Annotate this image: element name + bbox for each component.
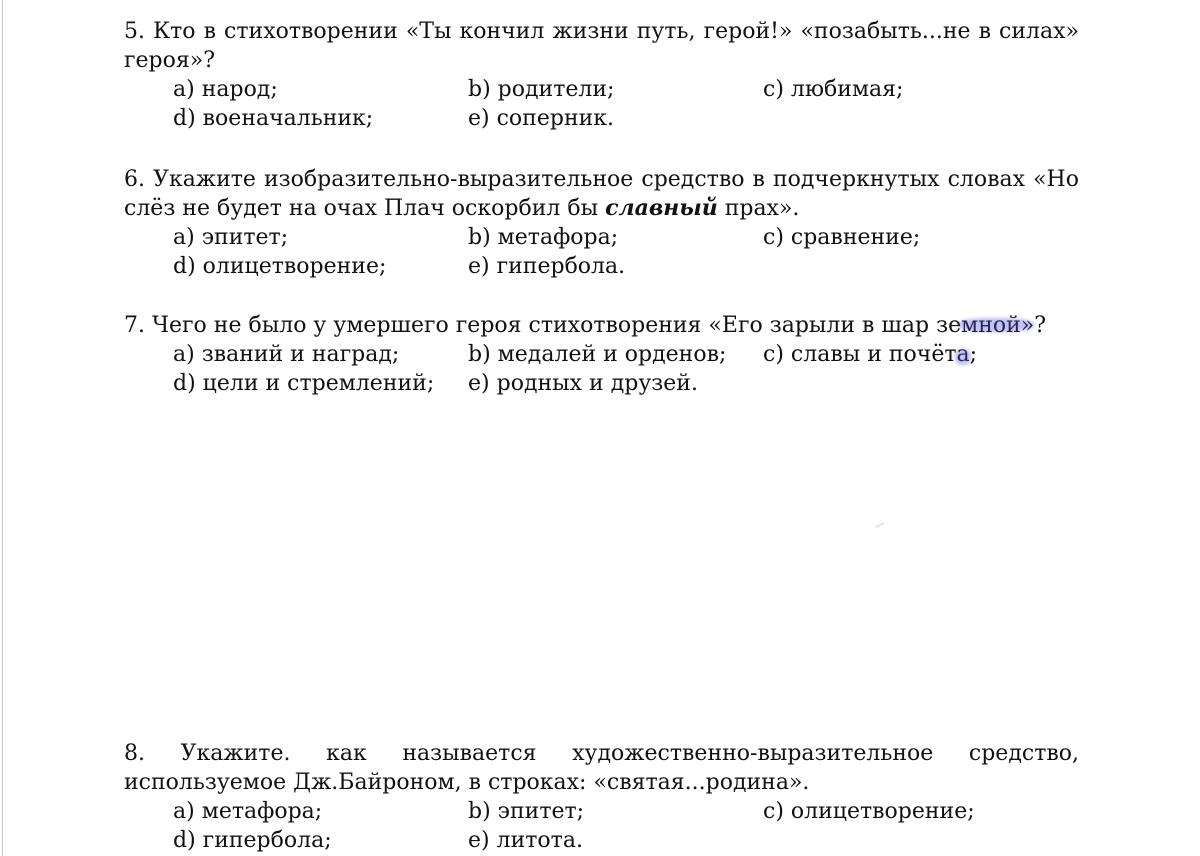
question-6-options bbox=[173, 223, 1079, 281]
pen-mark bbox=[958, 318, 1034, 332]
question-7-body: Чего не было у умершего героя стихотворения «Его зарыли в шар земной»? bbox=[152, 313, 1047, 338]
options-row bbox=[173, 340, 1079, 369]
option-d: d) олицетворение; bbox=[173, 254, 387, 279]
option-e: e) родных и друзей. bbox=[468, 371, 698, 396]
option-e: e) литота. bbox=[468, 828, 583, 853]
options-row bbox=[173, 223, 1079, 252]
question-7-options bbox=[173, 340, 1079, 398]
option-d: d) гипербола; bbox=[173, 828, 332, 853]
option-b: b) эпитет; bbox=[468, 799, 585, 824]
question-6-body-end: прах». bbox=[717, 196, 800, 221]
options-row bbox=[173, 797, 1079, 826]
option-d: d) военачальник; bbox=[173, 106, 374, 131]
question-7-number: 7. bbox=[124, 313, 145, 338]
question-6-body: Укажите изобразительно-выразительное средство в подчеркнутых словах «Но слёз не будет на очах Плач оскорбил бы bbox=[124, 167, 1079, 221]
question-8-text bbox=[124, 739, 1079, 797]
option-c: c) олицетворение; bbox=[763, 799, 975, 824]
option-c: c) славы и почёта; bbox=[763, 342, 978, 367]
question-5 bbox=[124, 17, 1079, 133]
options-row bbox=[173, 75, 1079, 104]
question-6-number: 6. bbox=[124, 167, 145, 192]
options-row bbox=[173, 826, 1079, 855]
options-row bbox=[173, 252, 1079, 281]
options-row bbox=[173, 369, 1079, 398]
question-7-text bbox=[124, 311, 1079, 340]
question-6 bbox=[124, 165, 1079, 281]
option-b: b) медалей и орденов; bbox=[468, 342, 727, 367]
option-d: d) цели и стремлений; bbox=[173, 371, 435, 396]
question-6-text bbox=[124, 165, 1079, 223]
question-5-number: 5. bbox=[124, 19, 145, 44]
option-c: c) сравнение; bbox=[763, 225, 921, 250]
question-8-number: 8. bbox=[124, 741, 145, 766]
option-b: b) метафора; bbox=[468, 225, 619, 250]
question-5-body: Кто в стихотворении «Ты кончил жизни путь, герой!» «позабыть...не в силах» героя»? bbox=[124, 19, 1079, 73]
question-7 bbox=[124, 311, 1079, 398]
option-b: b) родители; bbox=[468, 77, 615, 102]
option-a: a) эпитет; bbox=[173, 225, 289, 250]
option-e: e) соперник. bbox=[468, 106, 615, 131]
question-8-options bbox=[173, 797, 1079, 855]
question-5-text bbox=[124, 17, 1079, 75]
option-a: a) народ; bbox=[173, 77, 278, 102]
smudge bbox=[875, 522, 885, 528]
question-8 bbox=[124, 739, 1079, 855]
option-a: a) метафора; bbox=[173, 799, 323, 824]
pen-mark bbox=[955, 349, 971, 365]
question-5-options bbox=[173, 75, 1079, 133]
option-c: c) любимая; bbox=[763, 77, 904, 102]
options-row bbox=[173, 104, 1079, 133]
page-edge bbox=[2, 0, 3, 856]
question-8-body: Укажите. как называется художественно-выразительное средство, используемое Дж.Байроном, в строках: «святая...родина». bbox=[124, 741, 1079, 795]
option-a: a) званий и наград; bbox=[173, 342, 400, 367]
emphasized-word: славный bbox=[605, 195, 718, 221]
option-e: e) гипербола. bbox=[468, 254, 626, 279]
